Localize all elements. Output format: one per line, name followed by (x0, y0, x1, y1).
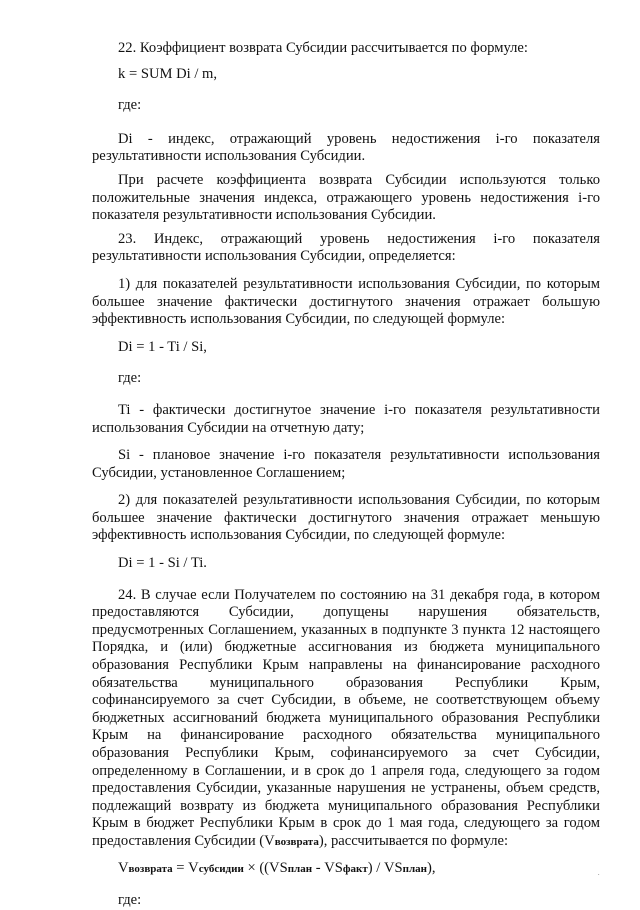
p24-v-letter: V (264, 832, 275, 849)
f3-end: ), (426, 859, 436, 876)
f3-div: ) / VS (367, 859, 403, 876)
f3-sub-plan-1: план (287, 862, 313, 875)
p24-text (92, 587, 600, 852)
p22-where: где: (118, 97, 142, 114)
p24-formula (92, 860, 600, 879)
p22-di-definition: Di - индекс, отражающий уровень недостижения i-го показателя результативности использования Субсидии. (92, 130, 600, 165)
p24-where: где: (118, 892, 142, 909)
p24-body: 24. В случае если Получателем по состоянию на 31 декабря года, в котором предоставляются Субсидии, допущены нарушения обязательств, предусмотренных Соглашением, указанных в подпункте 3 пункта 12 настоящего Порядка, и (или) бюджетные ассигнования из бюджета муниципального образования Республики Крым направлены на финансирование расходного обязательства муниципального образования Республики Крым, софинансируемого за счет Субсидии, в объеме, не соответствующем объему бюджетных ассигнований бюджета муниципального образования Республики Крым на финансирование расходного обязательства муниципального образования Республики Крым, софинансируемого за счет Субсидии, определенному в Соглашении, и в срок до 1 апреля года, следующего за годом предоставления Субсидии, указанные нарушения не устранены, объем средств, подлежащий возврату из бюджета муниципального образования Республики Крым в бюджет Республики Крым в срок до 1 мая года, следующего за годом предоставления Субсидии ( (92, 586, 600, 849)
f3-sub-fakt: факт (342, 862, 368, 875)
p23-intro: 23. Индекс, отражающий уровень недостижения i-го показателя результативности использования Субсидии, определяется: (92, 230, 600, 265)
p23-where: где: (118, 370, 142, 387)
f3-eq: = V (172, 859, 199, 876)
f3-sub-plan-2: план (402, 862, 427, 875)
f3-mid: × ((VS (243, 859, 288, 876)
p23-formula-2: Di = 1 - Si / Ti. (118, 555, 207, 572)
p23-ti-definition: Ti - фактически достигнутое значение i-го показателя результативности использования Субсидии на отчетную дату; (92, 401, 600, 436)
p23-case-1: 1) для показателей результативности использования Субсидии, по которым большее значение фактически достигнутого значения отражает большую эффективность использования Субсидии, по следующей формуле: (92, 275, 600, 328)
p23-case-2: 2) для показателей результативности использования Субсидии, по которым большее значение фактически достигнутого значения отражает меньшую эффективность использования Субсидии, по следующей формуле: (92, 492, 600, 544)
p23-si-definition: Si - плановое значение i-го показателя результативности использования Субсидии, установленное Соглашением; (92, 447, 600, 481)
corner-mark: · (597, 870, 600, 879)
p24-tail: ), рассчитывается по формуле: (318, 832, 509, 849)
document-page (92, 40, 600, 910)
p24-v-subscript: возврата (274, 835, 319, 848)
f3-minus: - VS (312, 859, 343, 876)
f3-sub-vozvrata: возврата (128, 862, 173, 875)
p22-intro: 22. Коэффициент возврата Субсидии рассчитывается по формуле: (118, 40, 528, 56)
p23-formula-1: Di = 1 - Ti / Si, (118, 338, 207, 355)
p22-formula: k = SUM Di / m, (118, 65, 218, 82)
f3-sub-subsidii: субсидии (198, 862, 244, 875)
p22-note: При расчете коэффициента возврата Субсидии используются только положительные значения индекса, отражающего уровень недостижения i-го показателя результативности использования Субсидии. (92, 171, 600, 224)
f3-v: V (118, 859, 129, 876)
